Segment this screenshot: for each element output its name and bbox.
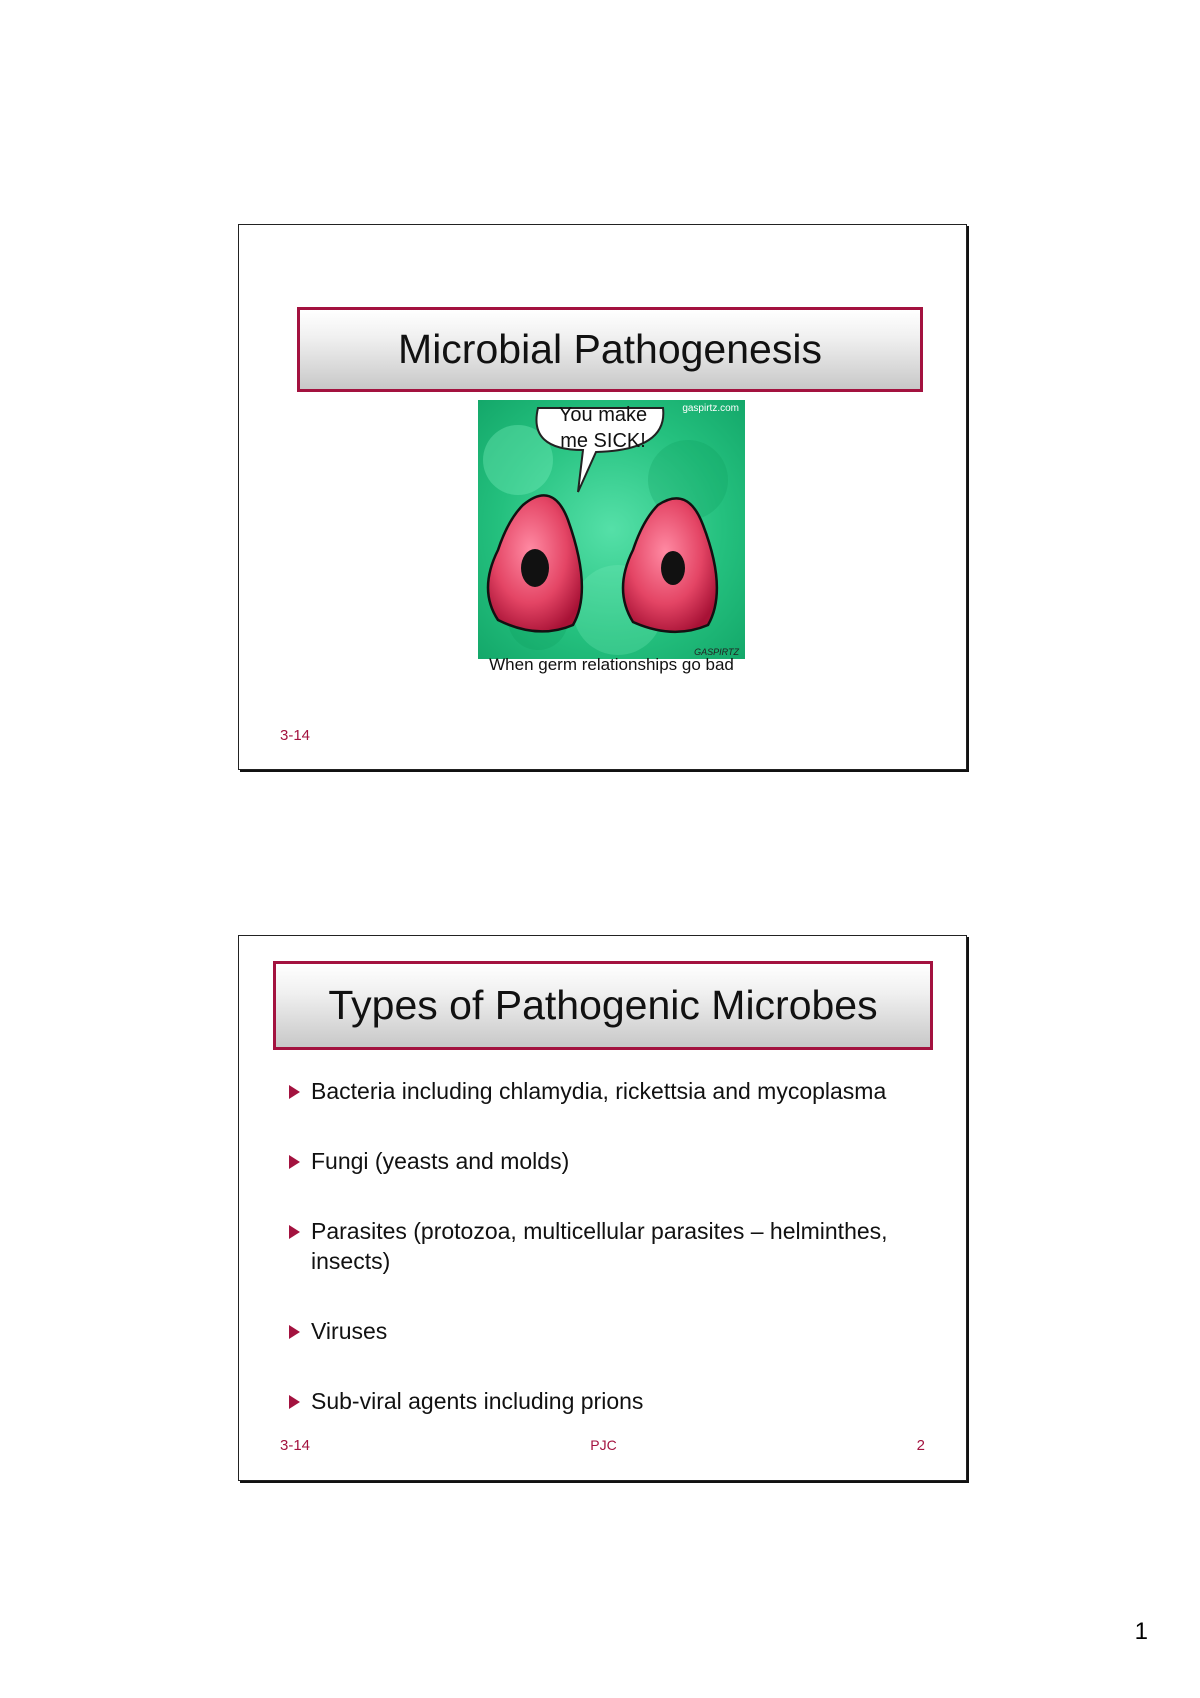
bullet-arrow-icon: [289, 1155, 300, 1169]
speech-line-2: me SICK!: [560, 430, 646, 452]
cartoon-signature: GASPIRTZ: [694, 647, 739, 657]
bullet-item: Fungi (yeasts and molds): [289, 1146, 939, 1176]
slide-2: [238, 935, 967, 1481]
bullet-item: Bacteria including chlamydia, rickettsia and mycoplasma: [289, 1076, 939, 1106]
slide-footer-center: PJC: [590, 1437, 617, 1453]
slide-title: Types of Pathogenic Microbes: [273, 961, 933, 1050]
bullet-arrow-icon: [289, 1085, 300, 1099]
slide-footer-left: 3-14: [280, 727, 311, 744]
cartoon-caption: When germ relationships go bad: [489, 655, 734, 674]
slide-1: [238, 224, 967, 770]
slide-number: 2: [916, 1437, 925, 1454]
bullet-item: Parasites (protozoa, multicellular parasites – helminthes, insects): [289, 1216, 939, 1276]
bullet-list: [289, 1076, 939, 1456]
cartoon-watermark: gaspirtz.com: [682, 403, 739, 414]
bullet-arrow-icon: [289, 1225, 300, 1239]
bullet-item: Viruses: [289, 1316, 939, 1346]
bullet-arrow-icon: [289, 1325, 300, 1339]
germ-cartoon-image: [478, 400, 745, 659]
speech-line-1: You make: [558, 404, 648, 426]
slide-footer-left: 3-14: [280, 1437, 311, 1454]
bullet-item: Sub-viral agents including prions: [289, 1386, 939, 1416]
bullet-arrow-icon: [289, 1395, 300, 1409]
slide-title: Microbial Pathogenesis: [297, 307, 923, 392]
page-number: 1: [1134, 1618, 1148, 1645]
